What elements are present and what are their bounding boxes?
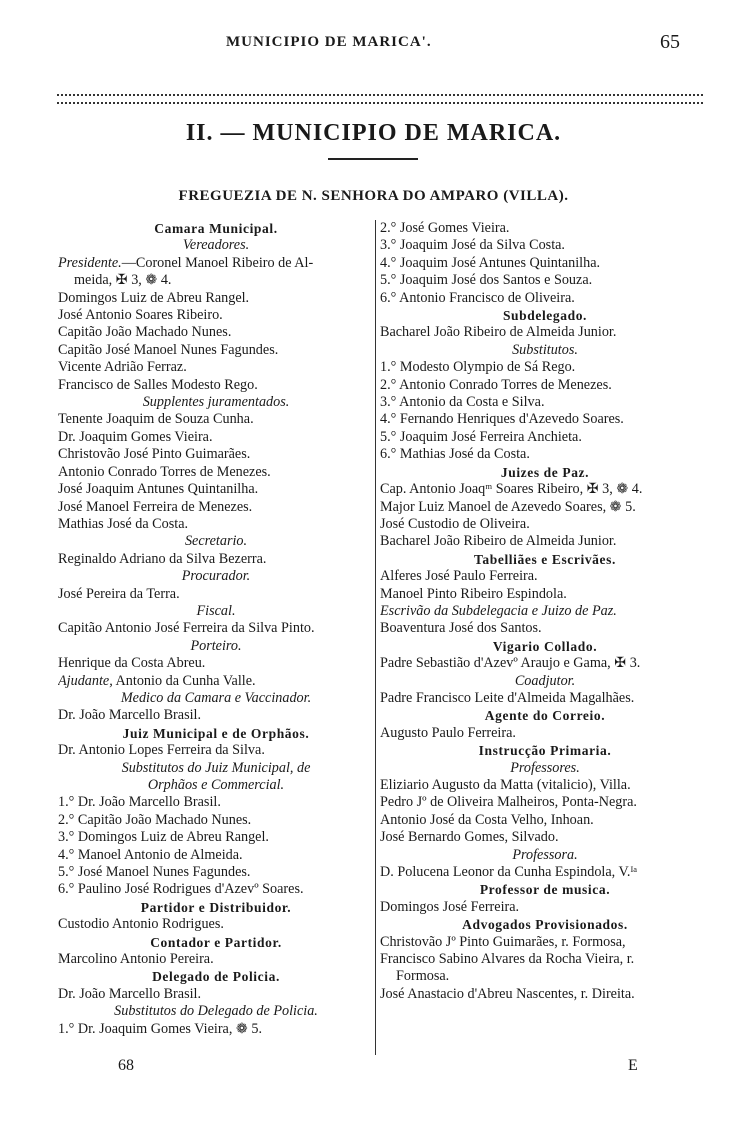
presidente-cont: meida, ✠ 3, ❁ 4. — [74, 272, 172, 289]
ajudante-line — [58, 673, 374, 690]
list-item: 1.° Modesto Olympio de Sá Rego. — [380, 359, 576, 376]
list-item: José Custodio de Oliveira. — [380, 515, 530, 532]
list-item: Francisco de Salles Modesto Rego. — [58, 376, 258, 393]
section-heading: Camara Municipal. — [154, 221, 278, 236]
subheading: Orphãos e Commercial. — [147, 777, 285, 793]
list-item: Henrique da Costa Abreu. — [58, 655, 206, 672]
ornamental-rule — [57, 94, 703, 104]
list-item: 1.° Dr. Joaquim Gomes Vieira, ❁ 5. — [58, 1020, 263, 1037]
list-item: Formosa. — [396, 968, 450, 985]
list-item: Capitão João Machado Nunes. — [58, 324, 232, 341]
presidente-label: Presidente. — [58, 254, 122, 271]
subheading: Supplentes juramentados. — [142, 394, 290, 411]
subheading: Substitutos. — [512, 341, 578, 358]
section-heading: Instrucção Primaria. — [478, 743, 612, 759]
subheading: Medico da Camara e Vaccinador. — [120, 689, 312, 706]
list-item: Mathias José da Costa. — [58, 515, 189, 532]
section-heading: Contador e Partidor. — [150, 934, 282, 950]
list-item: Reginaldo Adriano da Silva Bezerra. — [58, 550, 267, 567]
section-heading: Agente do Correio. — [484, 708, 606, 724]
section-heading: Professor de musica. — [479, 882, 611, 898]
list-item: Custodio Antonio Rodrigues. — [58, 916, 224, 933]
title-underline — [328, 158, 418, 160]
list-item: 2.° José Gomes Vieira. — [380, 220, 510, 236]
list-item: Dr. João Marcello Brasil. — [58, 707, 202, 724]
list-item: 4.° Fernando Henriques d'Azevedo Soares. — [380, 411, 624, 428]
list-item: 6.° Antonio Francisco de Oliveira. — [380, 289, 575, 306]
section-heading: Subdelegado. — [502, 308, 588, 324]
page-number: 65 — [660, 31, 680, 53]
subheading: Professora. — [512, 846, 578, 863]
list-item: 3.° Domingos Luiz de Abreu Rangel. — [58, 829, 269, 846]
section-heading: Partidor e Distribuidor. — [140, 899, 292, 915]
section-heading: Delegado de Policia. — [152, 969, 280, 985]
list-item: José Manoel Ferreira de Menezes. — [58, 498, 253, 515]
list-item: Tenente Joaquim de Souza Cunha. — [58, 411, 254, 428]
section-heading: Vigario Collado. — [492, 638, 598, 654]
signature-letter: E — [628, 1057, 638, 1074]
list-item: Boaventura José dos Santos. — [380, 620, 542, 637]
list-item: 6.° Mathias José da Costa. — [380, 446, 530, 463]
chapter-title: II. — MUNICIPIO DE MARICA. — [185, 120, 562, 146]
escrivao-line: Escrivão da Subdelegacia e Juizo de Paz. — [380, 602, 617, 619]
section-heading: Tabelliães e Escrivães. — [474, 551, 616, 567]
subheading: Procurador. — [181, 568, 251, 585]
list-item: Dr. João Marcello Brasil. — [58, 985, 202, 1002]
subheading: Fiscal. — [196, 602, 236, 619]
subheading: Porteiro. — [190, 637, 242, 654]
list-item: José Bernardo Gomes, Silvado. — [380, 829, 559, 846]
list-item: Bacharel João Ribeiro de Almeida Junior. — [380, 533, 617, 550]
ajudante-label: Ajudante, — [58, 672, 113, 689]
list-item: Marcolino Antonio Pereira. — [58, 951, 214, 968]
list-item: Augusto Paulo Ferreira. — [380, 724, 516, 741]
list-item: Domingos José Ferreira. — [380, 898, 520, 915]
list-item: 1.° Dr. João Marcello Brasil. — [58, 794, 221, 811]
section-heading: Advogados Provisionados. — [462, 917, 628, 933]
list-item: Capitão José Manoel Nunes Fagundes. — [58, 341, 279, 358]
list-item: Domingos Luiz de Abreu Rangel. — [58, 289, 250, 306]
running-title: MUNICIPIO DE MARICA'. — [226, 34, 432, 50]
ajudante-text: Antonio da Cunha Valle. — [115, 672, 256, 689]
list-item: 3.° Antonio da Costa e Silva. — [380, 394, 545, 411]
list-item: 2.° Capitão João Machado Nunes. — [58, 811, 252, 828]
list-item: Major Luiz Manoel de Azevedo Soares, ❁ 5. — [380, 498, 636, 515]
list-item: 5.° Joaquim José Ferreira Anchieta. — [380, 428, 582, 445]
list-item: Antonio José da Costa Velho, Inhoan. — [380, 811, 594, 828]
list-item: Eliziario Augusto da Matta (vitalicio), Villa. — [380, 777, 631, 793]
right-column — [380, 220, 710, 1003]
section-heading: Juiz Municipal e de Orphãos. — [122, 725, 310, 741]
list-item: 4.° Manoel Antonio de Almeida. — [58, 846, 243, 863]
subheading: Professores. — [510, 759, 580, 776]
list-item: Vicente Adrião Ferraz. — [58, 359, 187, 376]
list-item: D. Polucena Leonor da Cunha Espindola, V.ᴵᵃ — [380, 864, 638, 881]
list-item: José Pereira da Terra. — [58, 585, 180, 602]
presidente-line — [58, 255, 374, 272]
list-item: Alferes José Paulo Ferreira. — [380, 568, 538, 585]
list-item: Francisco Sabino Alvares da Rocha Vieira, r. — [380, 951, 635, 968]
running-header — [0, 31, 747, 60]
list-item: 5.° Joaquim José dos Santos e Souza. — [380, 272, 593, 289]
list-item: Dr. Joaquim Gomes Vieira. — [58, 428, 213, 445]
list-item: Pedro Jº de Oliveira Malheiros, Ponta-Negra. — [380, 794, 637, 811]
subheading: Vereadores. — [182, 237, 250, 254]
list-item: Padre Sebastião d'Azevº Araujo e Gama, ✠ 3. — [380, 655, 641, 672]
list-item: José Joaquim Antunes Quintanilha. — [58, 481, 259, 498]
list-item: 6.° Paulino José Rodrigues d'Azevº Soares. — [58, 881, 304, 898]
list-item: José Anastacio d'Abreu Nascentes, r. Direita. — [380, 985, 635, 1002]
list-item: Padre Francisco Leite d'Almeida Magalhães. — [380, 689, 635, 706]
section-heading: Juizes de Paz. — [500, 464, 590, 480]
list-item: Cap. Antonio Joaqᵐ Soares Ribeiro, ✠ 3, ❁ 4. — [380, 481, 643, 498]
list-item: 3.° Joaquim José da Silva Costa. — [380, 237, 565, 254]
list-item: 2.° Antonio Conrado Torres de Menezes. — [380, 376, 612, 393]
signature-number: 68 — [118, 1057, 134, 1074]
list-item: Antonio Conrado Torres de Menezes. — [58, 463, 271, 480]
subheading: Coadjutor. — [514, 672, 576, 689]
list-item: José Antonio Soares Ribeiro. — [58, 307, 223, 324]
column-divider — [375, 220, 376, 1055]
list-item: 4.° Joaquim José Antunes Quintanilha. — [380, 254, 601, 271]
presidente-text: —Coronel Manoel Ribeiro de Al- — [121, 254, 314, 271]
subheading: Substitutos do Delegado de Policia. — [114, 1003, 318, 1020]
list-item: Capitão Antonio José Ferreira da Silva Pinto. — [58, 620, 315, 637]
list-item: Bacharel João Ribeiro de Almeida Junior. — [380, 324, 617, 341]
left-column — [58, 220, 374, 1038]
list-item: Christovão Jº Pinto Guimarães, r. Formosa, — [380, 933, 626, 950]
list-item: 5.° José Manoel Nunes Fagundes. — [58, 864, 251, 881]
list-item: Dr. Antonio Lopes Ferreira da Silva. — [58, 742, 265, 759]
list-item: Christovão José Pinto Guimarães. — [58, 446, 251, 463]
list-item: Manoel Pinto Ribeiro Espindola. — [380, 585, 567, 602]
subheading: Secretario. — [184, 533, 248, 550]
subheading: Substitutos do Juiz Municipal, de — [121, 759, 311, 776]
freguezia-heading: FREGUEZIA DE N. SENHORA DO AMPARO (VILLA). — [178, 188, 569, 204]
